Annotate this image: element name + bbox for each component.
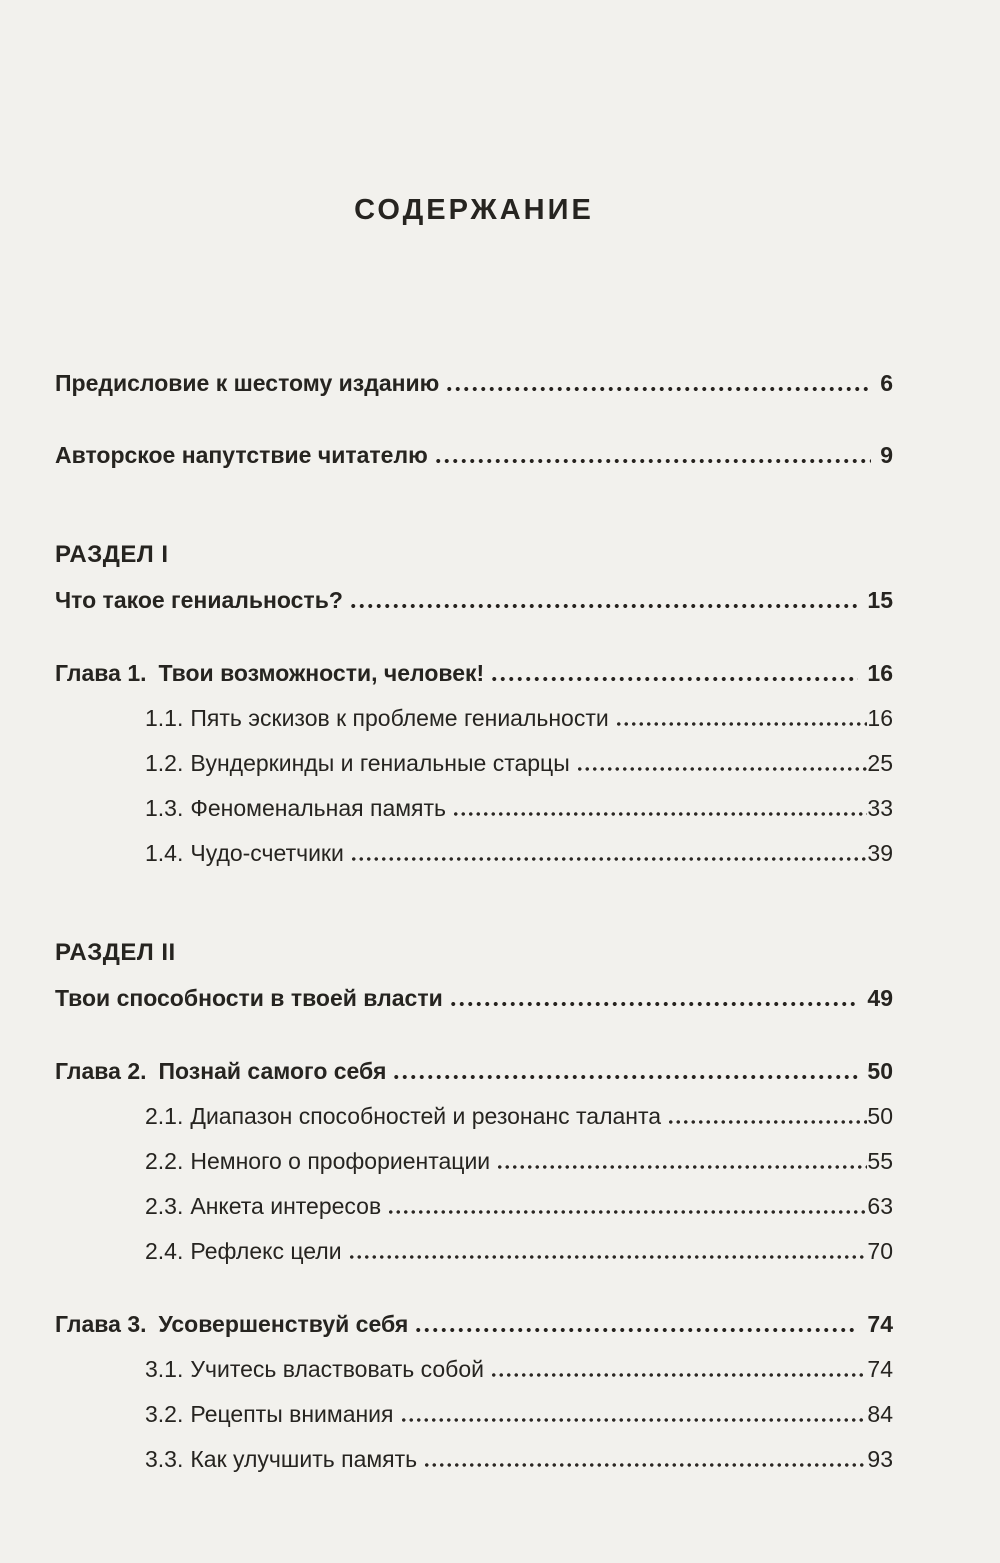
- toc-chapter-number: Глава 1.: [55, 660, 147, 686]
- toc-sub-number: 2.1.: [145, 1103, 184, 1129]
- toc-entry-sub: [55, 1101, 893, 1131]
- toc-entry-sub: [55, 1444, 893, 1474]
- dot-leader: [414, 1327, 858, 1333]
- toc-entry-page: 33: [867, 795, 893, 821]
- toc-entry-page: 84: [867, 1401, 893, 1427]
- toc-entry-front: [55, 368, 893, 398]
- dot-leader: [615, 721, 868, 727]
- dot-leader: [496, 1164, 867, 1170]
- toc-section-title-row: [55, 585, 893, 615]
- toc-entry-label: Рефлекс цели: [190, 1238, 342, 1264]
- toc-section-heading: РАЗДЕЛ II: [55, 939, 176, 966]
- toc-entry-label: Феноменальная память: [190, 795, 447, 821]
- toc-entry-page: 15: [867, 587, 893, 613]
- dot-leader: [349, 603, 859, 609]
- toc-entry-label: Чудо-счетчики: [190, 840, 344, 866]
- toc-entry-chapter: [55, 658, 893, 688]
- dot-leader: [392, 1074, 858, 1080]
- toc-entry-sub: [55, 1191, 893, 1221]
- toc-entry-label: Авторское напутствие читателю: [55, 442, 428, 468]
- toc-entry-sub: [55, 838, 893, 868]
- toc-entry-chapter: [55, 1056, 893, 1086]
- toc-entry-label: Немного о профориентации: [190, 1148, 491, 1174]
- dot-leader: [490, 1372, 867, 1378]
- toc-sub-number: 1.1.: [145, 705, 184, 731]
- toc-entry-sub: [55, 1354, 893, 1384]
- toc-entry-label: Учитесь властвовать собой: [190, 1356, 484, 1382]
- dot-leader: [348, 1254, 868, 1260]
- toc-entry-sub: [55, 748, 893, 778]
- dot-leader: [350, 856, 868, 862]
- toc-entry-sub: [55, 793, 893, 823]
- toc-entry-label: Твои возможности, человек!: [158, 660, 485, 686]
- toc-entry-sub: [55, 1399, 893, 1429]
- toc-entry-page: 6: [880, 370, 893, 396]
- toc-entry-label: Рецепты внимания: [190, 1401, 394, 1427]
- dot-leader: [452, 811, 867, 817]
- toc-section-title-row: [55, 983, 893, 1013]
- toc-entry-page: 74: [867, 1356, 893, 1382]
- toc-section: [55, 938, 893, 1013]
- toc-entry-sub: [55, 703, 893, 733]
- toc-entry-page: 9: [880, 442, 893, 468]
- toc-entry-label: Твои способности в твоей власти: [55, 985, 443, 1011]
- toc-entry-label: Вундеркинды и гениальные старцы: [190, 750, 570, 776]
- toc-sub-number: 2.3.: [145, 1193, 184, 1219]
- toc-entry-page: 50: [867, 1058, 893, 1084]
- toc-list: [55, 368, 893, 1474]
- toc-entry-page: 25: [867, 750, 893, 776]
- dot-leader: [434, 458, 871, 464]
- toc-entry-chapter: [55, 1309, 893, 1339]
- toc-sub-number: 2.4.: [145, 1238, 184, 1264]
- toc-entry-label: Диапазон способностей и резонанс таланта: [190, 1103, 662, 1129]
- toc-entry-sub: [55, 1146, 893, 1176]
- toc-entry-page: 93: [867, 1446, 893, 1472]
- toc-sub-number: 1.4.: [145, 840, 184, 866]
- toc-entry-page: 55: [867, 1148, 893, 1174]
- toc-sub-number: 2.2.: [145, 1148, 184, 1174]
- dot-leader: [400, 1417, 868, 1423]
- toc-section-heading: РАЗДЕЛ I: [55, 541, 169, 568]
- toc-entry-label: Как улучшить память: [190, 1446, 418, 1472]
- toc-entry-page: 49: [867, 985, 893, 1011]
- dot-leader: [387, 1209, 867, 1215]
- dot-leader: [490, 676, 858, 682]
- toc-entry-page: 16: [867, 660, 893, 686]
- toc-entry-label: Предисловие к шестому изданию: [55, 370, 440, 396]
- dot-leader: [449, 1001, 859, 1007]
- toc-entry-page: 70: [867, 1238, 893, 1264]
- dot-leader: [423, 1462, 867, 1468]
- toc-entry-label: Усовершенствуй себя: [158, 1311, 409, 1337]
- dot-leader: [667, 1119, 867, 1125]
- toc-sub-number: 1.3.: [145, 795, 184, 821]
- toc-entry-label: Анкета интересов: [190, 1193, 382, 1219]
- toc-entry-page: 50: [867, 1103, 893, 1129]
- toc-entry-sub: [55, 1236, 893, 1266]
- toc-sub-number: 3.1.: [145, 1356, 184, 1382]
- toc-chapter-number: Глава 2.: [55, 1058, 147, 1084]
- toc-entry-front: [55, 440, 893, 470]
- toc-sub-number: 3.2.: [145, 1401, 184, 1427]
- dot-leader: [445, 386, 871, 392]
- toc-sub-number: 3.3.: [145, 1446, 184, 1472]
- toc-entry-page: 63: [867, 1193, 893, 1219]
- toc-chapter-number: Глава 3.: [55, 1311, 147, 1337]
- toc-entry-label: Пять эскизов к проблеме гениальности: [190, 705, 609, 731]
- toc-entry-page: 39: [867, 840, 893, 866]
- toc-sub-number: 1.2.: [145, 750, 184, 776]
- toc-section: [55, 540, 893, 615]
- toc-title: СОДЕРЖАНИЕ: [354, 194, 594, 226]
- toc-entry-label: Что такое гениальность?: [55, 587, 343, 613]
- toc-entry-page: 16: [867, 705, 893, 731]
- dot-leader: [576, 766, 868, 772]
- toc-entry-page: 74: [867, 1311, 893, 1337]
- toc-entry-label: Познай самого себя: [158, 1058, 387, 1084]
